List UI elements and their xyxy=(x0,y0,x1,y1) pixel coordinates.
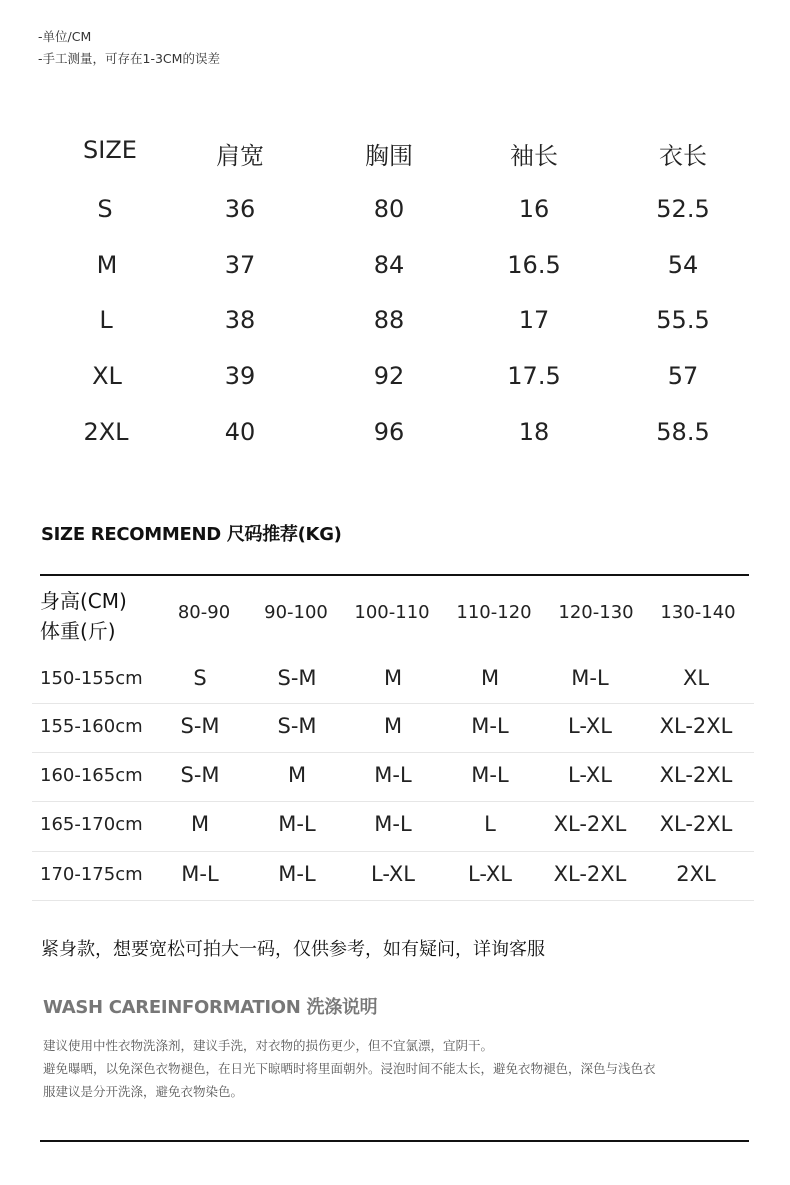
corner-height-label: 身高(CM) xyxy=(40,589,127,613)
size-cell: 17 xyxy=(518,306,550,334)
header-sleeve: 袖长 xyxy=(510,142,558,170)
recommend-cell: M-L xyxy=(374,812,412,836)
recommend-cell: XL-2XL xyxy=(659,763,733,787)
size-cell: 52.5 xyxy=(656,195,710,223)
recommend-cell: 2XL xyxy=(676,862,716,886)
recommend-cell: M-L xyxy=(181,862,219,886)
height-label: 165-170cm xyxy=(40,814,143,835)
recommend-cell: L xyxy=(484,812,496,836)
recommend-cell: M xyxy=(190,812,210,836)
size-cell: 38 xyxy=(224,306,256,334)
recommend-cell: S-M xyxy=(277,714,317,738)
recommend-cell: M-L xyxy=(278,862,316,886)
row-divider xyxy=(32,703,754,704)
weight-header: 110-120 xyxy=(456,602,532,623)
recommend-cell: M-L xyxy=(471,763,509,787)
size-cell: 84 xyxy=(373,251,405,279)
recommend-cell: L-XL xyxy=(568,714,612,738)
size-cell: 16.5 xyxy=(507,251,561,279)
header-length: 衣长 xyxy=(659,142,707,170)
wash-care-title: WASH CAREINFORMATION 洗涤说明 xyxy=(43,997,378,1018)
recommend-cell: M-L xyxy=(471,714,509,738)
recommend-cell: M-L xyxy=(571,666,609,690)
header-shoulder: 肩宽 xyxy=(216,142,264,170)
header-size: SIZE xyxy=(83,136,137,164)
row-divider xyxy=(32,752,754,753)
size-cell: 57 xyxy=(667,362,699,390)
size-cell: S xyxy=(97,195,113,223)
recommend-cell: M xyxy=(383,666,403,690)
height-label: 150-155cm xyxy=(40,668,143,689)
weight-header: 100-110 xyxy=(354,602,430,623)
size-cell: 55.5 xyxy=(656,306,710,334)
size-cell: 88 xyxy=(373,306,405,334)
recommend-cell: L-XL xyxy=(371,862,415,886)
height-label: 155-160cm xyxy=(40,716,143,737)
size-cell: 16 xyxy=(518,195,550,223)
size-cell: 18 xyxy=(518,418,550,446)
recommend-cell: XL xyxy=(682,666,710,690)
size-cell: 92 xyxy=(373,362,405,390)
weight-header: 80-90 xyxy=(177,602,231,623)
recommend-top-rule xyxy=(40,574,749,576)
size-cell: M xyxy=(96,251,118,279)
size-cell: XL xyxy=(92,362,122,390)
row-divider xyxy=(32,851,754,852)
recommend-corner xyxy=(40,586,127,646)
size-cell: 54 xyxy=(667,251,699,279)
weight-header: 130-140 xyxy=(660,602,736,623)
measurement-notes xyxy=(38,26,220,70)
recommend-cell: S-M xyxy=(180,763,220,787)
weight-header: 120-130 xyxy=(558,602,634,623)
recommend-cell: M xyxy=(480,666,500,690)
row-divider xyxy=(32,801,754,802)
recommend-cell: M xyxy=(287,763,307,787)
size-cell: 58.5 xyxy=(656,418,710,446)
wash-care-line: 避免曝晒，以免深色衣物褪色，在日光下晾晒时将里面朝外。浸泡时间不能太长，避免衣物褪色，深色与浅色衣 xyxy=(43,1061,656,1076)
wash-care-text xyxy=(43,1034,753,1103)
recommend-cell: XL-2XL xyxy=(659,714,733,738)
recommend-cell: L-XL xyxy=(568,763,612,787)
recommend-cell: M xyxy=(383,714,403,738)
recommend-cell: S xyxy=(193,666,207,690)
size-cell: 40 xyxy=(224,418,256,446)
corner-weight-label: 体重(斤) xyxy=(40,619,116,643)
size-cell: 96 xyxy=(373,418,405,446)
wash-care-line: 服建议是分开洗涤，避免衣物染色。 xyxy=(43,1084,244,1099)
recommend-cell: S-M xyxy=(180,714,220,738)
wash-care-line: 建议使用中性衣物洗涤剂，建议手洗，对衣物的损伤更少，但不宜氯漂，宜阴干。 xyxy=(43,1038,494,1053)
row-divider xyxy=(32,900,754,901)
recommend-cell: XL-2XL xyxy=(659,812,733,836)
recommend-title: SIZE RECOMMEND 尺码推荐(KG) xyxy=(41,524,342,545)
recommend-cell: L-XL xyxy=(468,862,512,886)
note-tolerance: -手工测量，可存在1-3CM的误差 xyxy=(38,51,220,66)
fit-tip: 紧身款，想要宽松可拍大一码，仅供参考，如有疑问，详询客服 xyxy=(41,939,545,960)
weight-header: 90-100 xyxy=(264,602,328,623)
size-cell: 39 xyxy=(224,362,256,390)
size-cell: L xyxy=(99,306,113,334)
size-cell: 17.5 xyxy=(507,362,561,390)
size-cell: 37 xyxy=(224,251,256,279)
size-cell: 36 xyxy=(224,195,256,223)
recommend-cell: XL-2XL xyxy=(553,812,627,836)
size-cell: 80 xyxy=(373,195,405,223)
recommend-cell: M-L xyxy=(278,812,316,836)
height-label: 170-175cm xyxy=(40,864,143,885)
height-label: 160-165cm xyxy=(40,765,143,786)
recommend-cell: XL-2XL xyxy=(553,862,627,886)
recommend-cell: M-L xyxy=(374,763,412,787)
size-cell: 2XL xyxy=(83,418,129,446)
note-unit: -单位/CM xyxy=(38,29,92,44)
bottom-rule xyxy=(40,1140,749,1142)
recommend-cell: S-M xyxy=(277,666,317,690)
header-chest: 胸围 xyxy=(365,142,413,170)
